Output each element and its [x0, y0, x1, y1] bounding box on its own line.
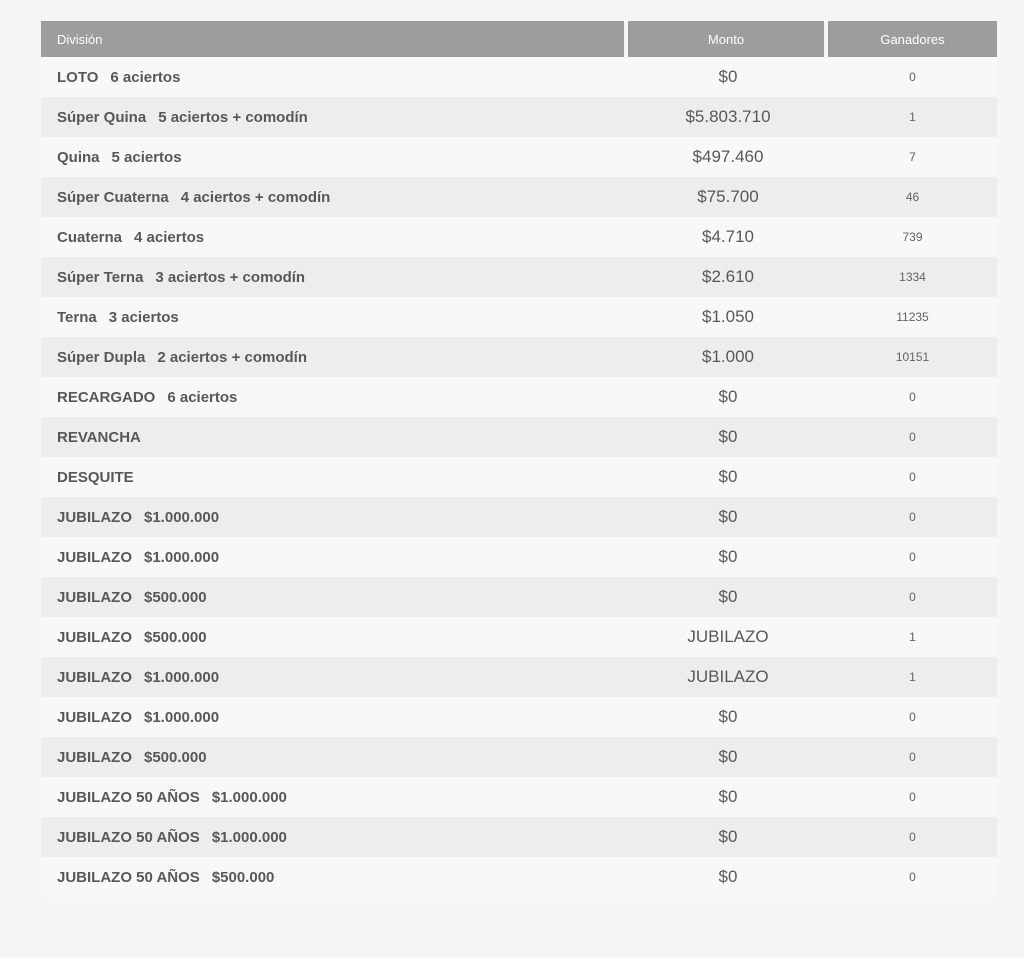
division-detail: 5 aciertos + comodín: [158, 108, 308, 126]
monto-cell: $0: [718, 707, 738, 726]
column-header-ganadores: Ganadores: [828, 21, 997, 57]
monto-cell: $0: [718, 787, 738, 806]
monto-cell: $1.000: [702, 347, 754, 366]
division-name: Súper Terna: [57, 268, 144, 286]
ganadores-cell: 0: [909, 390, 916, 404]
division-name: JUBILAZO: [57, 508, 132, 526]
monto-cell: JUBILAZO: [687, 627, 769, 646]
table-row: [41, 337, 997, 377]
division-detail: $500.000: [144, 588, 207, 606]
division-name: JUBILAZO 50 AÑOS: [57, 828, 200, 846]
table-row: [41, 857, 997, 897]
table-row: [41, 417, 997, 457]
ganadores-cell: 0: [909, 470, 916, 484]
division-name: JUBILAZO: [57, 588, 132, 606]
prize-results-table: [41, 21, 997, 897]
monto-cell: JUBILAZO: [687, 667, 769, 686]
division-cell: [41, 509, 628, 526]
monto-cell: $5.803.710: [685, 107, 771, 126]
ganadores-cell: 10151: [895, 350, 930, 364]
table-row: [41, 177, 997, 217]
division-cell: [41, 149, 628, 166]
division-detail: $500.000: [144, 628, 207, 646]
division-cell: [41, 869, 628, 886]
division-cell: [41, 349, 628, 366]
ganadores-cell: 0: [909, 750, 916, 764]
ganadores-cell: 1: [909, 670, 916, 684]
division-cell: [41, 189, 628, 206]
monto-cell: $75.700: [697, 187, 759, 206]
division-name: Quina: [57, 148, 100, 166]
table-row: [41, 737, 997, 777]
division-detail: $1.000.000: [144, 708, 220, 726]
division-name: RECARGADO: [57, 388, 156, 406]
division-cell: [41, 829, 628, 846]
division-name: JUBILAZO 50 AÑOS: [57, 868, 200, 886]
column-header-division: División: [41, 21, 624, 57]
table-row: [41, 777, 997, 817]
division-detail: $1.000.000: [144, 548, 220, 566]
table-row: [41, 817, 997, 857]
division-cell: [41, 589, 628, 606]
division-name: REVANCHA: [57, 428, 141, 446]
table-row: [41, 97, 997, 137]
division-detail: 6 aciertos: [110, 68, 181, 86]
table-row: [41, 657, 997, 697]
ganadores-cell: 1334: [899, 270, 926, 284]
table-row: [41, 217, 997, 257]
table-row: [41, 577, 997, 617]
table-row: [41, 617, 997, 657]
ganadores-cell: 0: [909, 550, 916, 564]
division-cell: [41, 749, 628, 766]
monto-cell: $0: [718, 747, 738, 766]
division-name: DESQUITE: [57, 468, 134, 486]
table-row: [41, 257, 997, 297]
division-detail: 3 aciertos: [108, 308, 179, 326]
division-name: Terna: [57, 308, 97, 326]
ganadores-cell: 0: [909, 70, 916, 84]
division-cell: [41, 629, 628, 646]
monto-cell: $0: [718, 587, 738, 606]
ganadores-cell: 0: [909, 590, 916, 604]
division-detail: 2 aciertos + comodín: [157, 348, 307, 366]
division-detail: $1.000.000: [211, 828, 287, 846]
ganadores-cell: 1: [909, 630, 916, 644]
division-name: JUBILAZO: [57, 548, 132, 566]
monto-cell: $0: [718, 427, 738, 446]
ganadores-cell: 11235: [896, 310, 929, 324]
monto-cell: $0: [718, 67, 738, 86]
division-cell: [41, 709, 628, 726]
division-detail: $1.000.000: [211, 788, 287, 806]
division-cell: [41, 109, 628, 126]
monto-cell: $4.710: [702, 227, 754, 246]
division-detail: 4 aciertos + comodín: [180, 188, 331, 206]
monto-cell: $497.460: [692, 147, 764, 166]
ganadores-cell: 0: [909, 830, 916, 844]
column-header-monto: Monto: [628, 21, 824, 57]
table-row: [41, 537, 997, 577]
ganadores-cell: 46: [905, 190, 920, 204]
division-name: Cuaterna: [57, 228, 123, 246]
monto-cell: $2.610: [702, 267, 754, 286]
division-cell: [41, 669, 628, 686]
division-detail: 5 aciertos: [111, 148, 182, 166]
ganadores-cell: 0: [909, 430, 916, 444]
table-row: [41, 697, 997, 737]
division-detail: 6 aciertos: [167, 388, 238, 406]
table-row: [41, 137, 997, 177]
division-detail: $500.000: [144, 748, 207, 766]
division-detail: $500.000: [211, 868, 275, 886]
monto-cell: $0: [718, 547, 738, 566]
division-detail: $1.000.000: [144, 668, 220, 686]
table-row: [41, 497, 997, 537]
ganadores-cell: 0: [909, 870, 916, 884]
ganadores-cell: 1: [909, 110, 916, 124]
division-cell: [41, 789, 628, 806]
bottom-white-strip: [0, 958, 1024, 966]
division-name: Súper Dupla: [57, 348, 146, 366]
division-cell: [41, 69, 628, 86]
monto-cell: $0: [718, 387, 738, 406]
table-row: [41, 297, 997, 337]
table-row: [41, 457, 997, 497]
division-detail: $1.000.000: [144, 508, 220, 526]
division-name: LOTO: [57, 68, 99, 86]
table-header-row: [41, 21, 997, 57]
division-detail: 3 aciertos + comodín: [155, 268, 306, 286]
division-name: JUBILAZO: [57, 628, 132, 646]
division-cell: [41, 469, 628, 486]
monto-cell: $0: [718, 827, 738, 846]
ganadores-cell: 0: [909, 710, 916, 724]
division-name: JUBILAZO: [57, 748, 132, 766]
division-cell: [41, 269, 628, 286]
division-cell: [41, 429, 628, 446]
ganadores-cell: 739: [902, 230, 923, 244]
monto-cell: $0: [718, 867, 738, 886]
table-row: [41, 57, 997, 97]
ganadores-cell: 0: [909, 510, 916, 524]
ganadores-cell: 0: [909, 790, 916, 804]
ganadores-cell: 7: [909, 150, 916, 164]
division-cell: [41, 389, 628, 406]
division-name: Súper Cuaterna: [57, 188, 169, 206]
division-name: JUBILAZO: [57, 708, 132, 726]
monto-cell: $1.050: [702, 307, 754, 326]
monto-cell: $0: [718, 507, 738, 526]
division-cell: [41, 229, 628, 246]
division-cell: [41, 309, 628, 326]
division-cell: [41, 549, 628, 566]
division-detail: 4 aciertos: [134, 228, 205, 246]
division-name: JUBILAZO 50 AÑOS: [57, 788, 200, 806]
monto-cell: $0: [718, 467, 738, 486]
division-name: JUBILAZO: [57, 668, 132, 686]
table-body: [41, 57, 997, 897]
table-row: [41, 377, 997, 417]
division-name: Súper Quina: [57, 108, 147, 126]
